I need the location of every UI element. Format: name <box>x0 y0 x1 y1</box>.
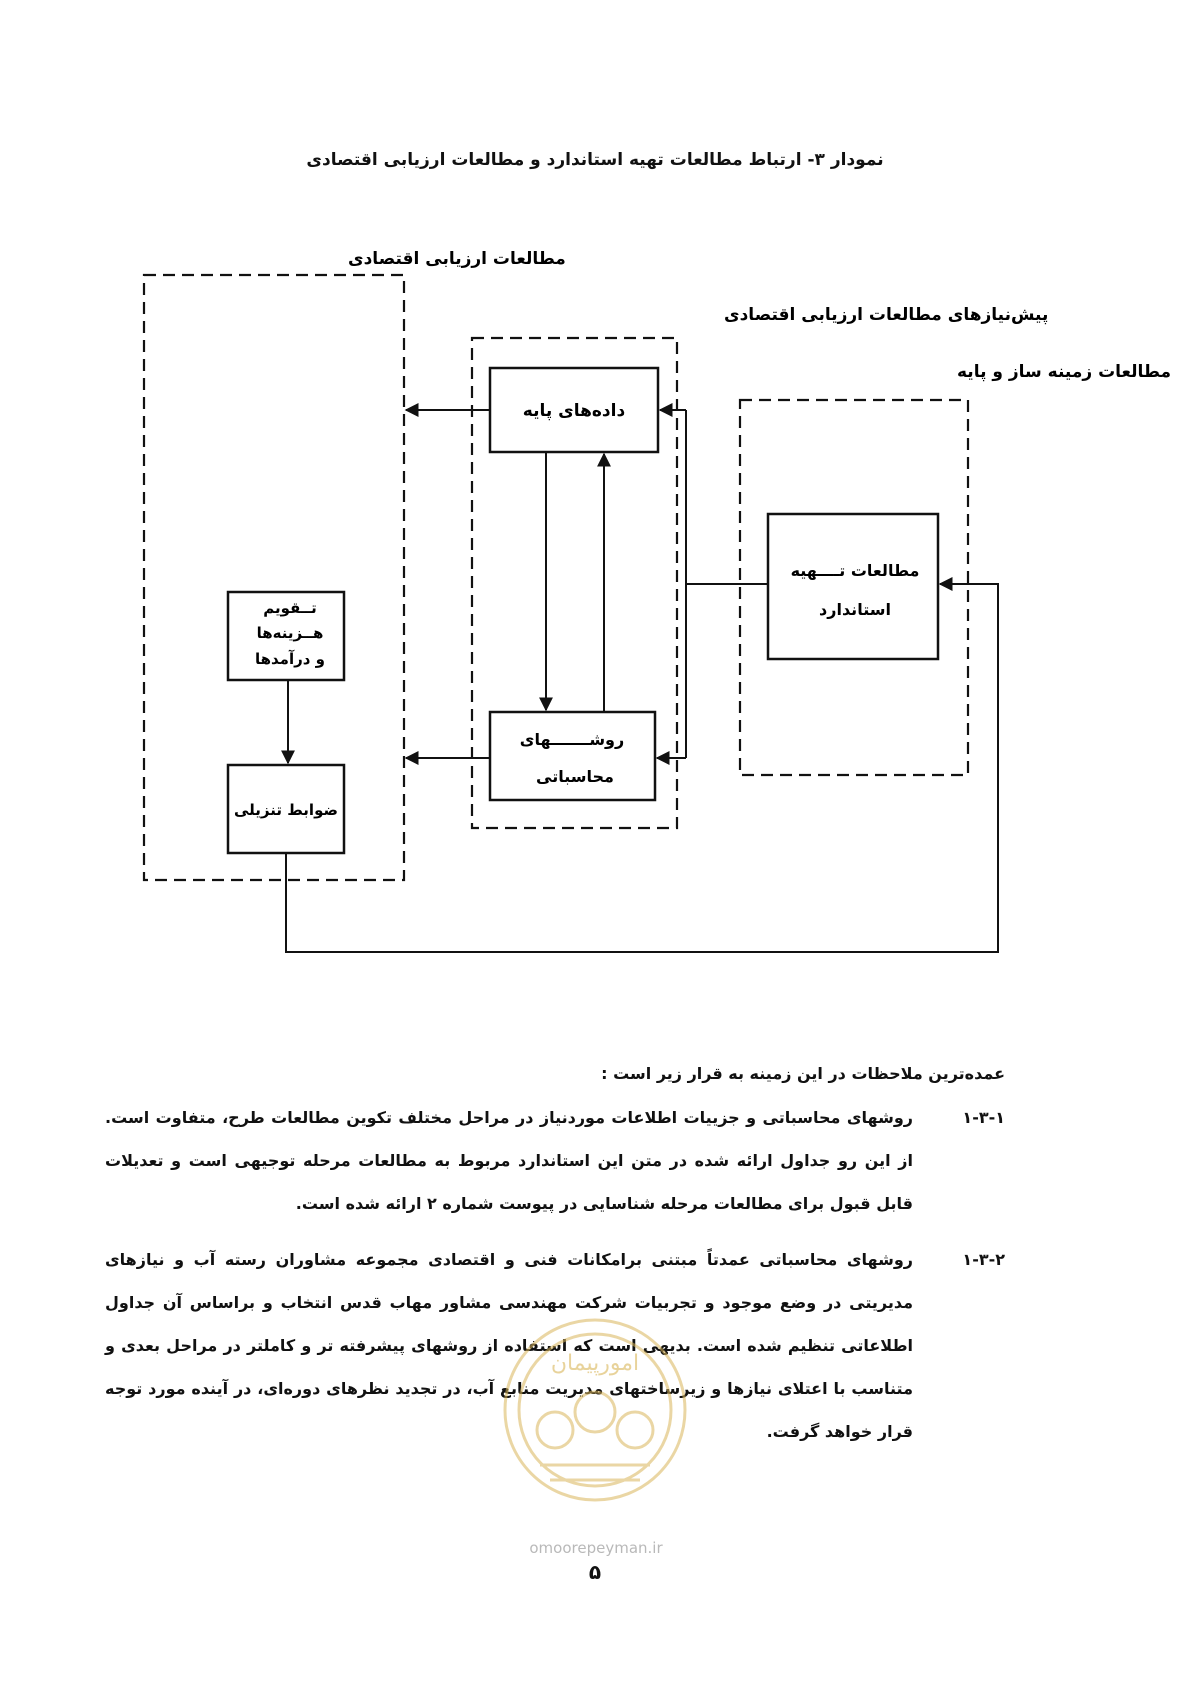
group-economic-title: مطالعات ارزیابی اقتصادی <box>348 249 566 269</box>
box-calendar-label-3: و درآمدها <box>254 650 326 668</box>
box-standard-label-2: استاندارد <box>819 600 891 619</box>
box-methods-label-1: روشـــــــهای <box>519 730 625 749</box>
box-methods <box>490 712 655 800</box>
box-calendar-label-1: تــقویم <box>263 599 317 617</box>
watermark-seal <box>495 1300 695 1550</box>
connectors <box>286 410 998 952</box>
watermark-url: omoorepeyman.ir <box>529 1539 663 1557</box>
box-standard-label-1: مطالعات تــــهیه <box>790 561 920 580</box>
page-number: ۵ <box>588 1560 602 1584</box>
clause-1 <box>105 1096 1005 1225</box>
box-base-data-label: داده‌های پایه <box>522 401 626 421</box>
clause-1-body: روشهای محاسباتی و جزییات اطلاعات موردنیاز در مراحل مختلف تکوین مطالعات طرح، متفاوت است. از این رو جداول ارائه شده در متن این استاندارد مربوط به مطالعات مرحله توجیهی است و تعدیلات قابل قبول برای مطالعات مرحله شناسایی در پیوست شماره ۲ ارائه شده است. <box>105 1108 913 1213</box>
intro-sentence: عمده‌ترین ملاحظات در این زمینه به قرار زیر است : <box>601 1064 1005 1083</box>
clause-1-number: ۱-۳-۱ <box>962 1108 1005 1127</box>
group-base-title: مطالعات زمینه ساز و پایه <box>957 362 1172 382</box>
watermark-logo-text: امورپیمان <box>550 1351 640 1376</box>
box-methods-label-2: محاسباتی <box>536 767 614 786</box>
diagram-caption: نمودار ۳- ارتباط مطالعات تهیه استاندارد و مطالعات ارزیابی اقتصادی <box>306 150 884 170</box>
box-standard-studies <box>768 514 938 659</box>
clause-2-number: ۱-۳-۲ <box>962 1250 1005 1269</box>
group-prereq-title: پیش‌نیازهای مطالعات ارزیابی اقتصادی <box>724 305 1049 325</box>
box-calendar-label-2: هــزینه‌ها <box>256 624 324 642</box>
clause-2-body: روشهای محاسباتی عمدتاً مبتنی برامکانات فنی و اقتصادی مجموعه مشاوران رسته آب و نیازهای مدیریتی در وضع موجود و تجربیات شرکت مهندسی مشاور مهاب قدس انتخاب و براساس آن جداول اطلاعاتی تنظیم شده است. بدیهی است که استفاده از روشهای پیشرفته تر و کاملتر در مراحل بعدی و متناسب با اعتلای نیازها و زیرساختهای مدیریت منابع آب، در تجدید نظرهای دوره‌ای، در آینده مورد توجه قرار خواهد گرفت. <box>105 1250 913 1441</box>
box-discount-label: ضوابط تنزیلی <box>234 801 338 819</box>
